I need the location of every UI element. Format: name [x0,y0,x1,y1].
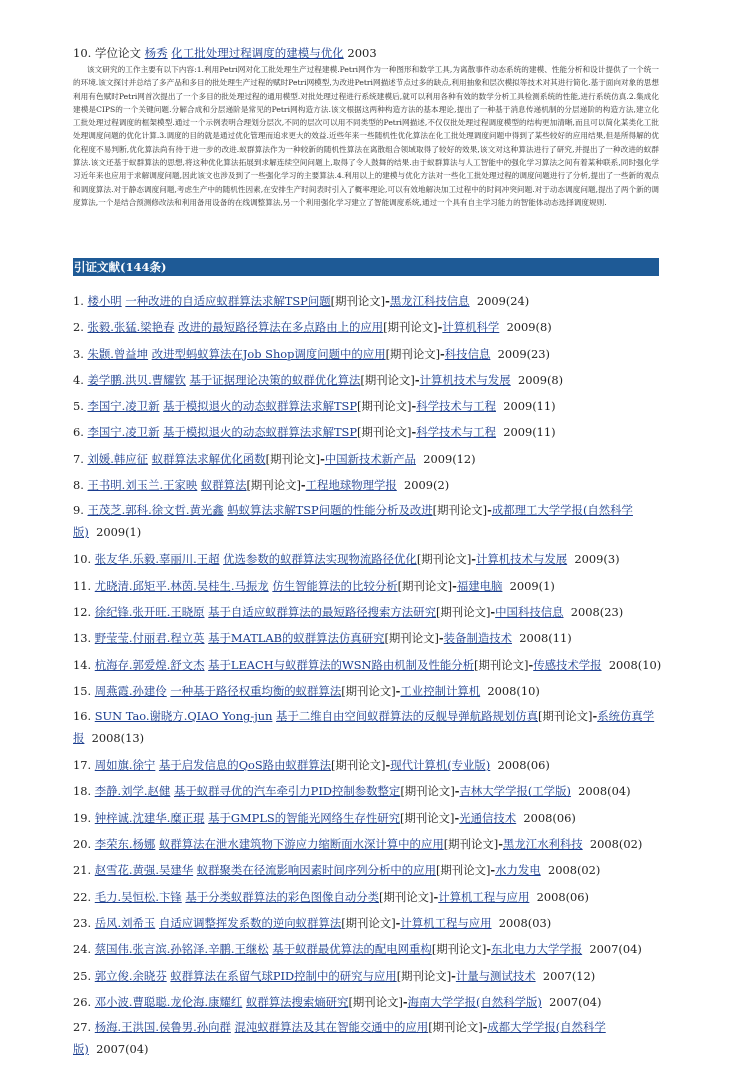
citation-authors-link[interactable]: 蔡国伟.张言滨.孙铭泽.辛鹏.王继松 [94,942,269,957]
citation-year: 2007(04) [549,994,602,1009]
citation-year: 2008(06) [536,889,589,904]
citation-year: 2008(10) [608,657,662,672]
citation-dash: - [433,889,439,904]
citation-year: 2007(04) [589,942,642,957]
citation-authors-link[interactable]: 张友华.乐毅.辜丽川.王超 [94,552,220,567]
citation-dash: - [486,942,491,957]
citation-journal-link[interactable]: 吉林大学学报(工学版) [459,784,571,799]
citation-dash: - [592,709,598,724]
citation-item [73,472,659,498]
citation-year: 2009(23) [497,346,550,361]
citation-item [73,498,659,546]
citation-number: 6. [73,425,84,440]
citation-journal-link[interactable]: 系统仿真学报 [73,709,655,745]
citation-journal-link[interactable]: 装备制造技术 [443,631,513,646]
citation-number: 27. [73,1020,92,1035]
citation-item [73,599,659,625]
citation-journal-link[interactable]: 水力发电 [495,863,541,878]
citation-type: [期刊论文] [435,863,491,878]
citation-authors-link[interactable]: 杨海.王洪国.侯鲁男.孙向群 [94,1020,231,1035]
citation-item [73,446,659,472]
citation-number: 23. [73,915,92,930]
citation-number: 22. [73,889,92,904]
citation-dash: - [451,968,456,983]
citation-number: 14. [73,657,92,672]
citation-dash: - [528,657,534,672]
citation-type: [期刊论文] [348,994,403,1009]
citation-number: 2. [73,320,84,335]
citation-item [73,936,659,962]
citation-title-link[interactable]: 基于启发信息的QoS路由蚁群算法 [158,758,332,773]
citation-dash: - [320,451,325,466]
citation-dash: - [402,994,408,1009]
citation-authors-link[interactable]: 姜学鹏.洪贝.曹耀钦 [87,372,186,387]
citation-number: 3. [73,346,84,361]
citation-authors-link[interactable]: 李国宁.凌卫新 [87,399,160,414]
citation-number: 18. [73,784,92,799]
citation-title-link[interactable]: 一种改进的自适应蚁群算法求解TSP问题 [125,294,331,308]
citation-type: [期刊论文] [360,372,415,387]
citation-number: 11. [73,578,92,593]
citation-title-link[interactable]: 蚁群算法搜索熵研究 [245,994,349,1009]
citation-type: [期刊论文] [428,1020,483,1035]
citation-number: 7. [73,451,84,466]
citation-type: [期刊论文] [400,810,455,825]
citation-dash: - [471,552,476,567]
citation-authors-link[interactable]: 张毅.张猛.梁艳春 [87,320,175,335]
citation-item [73,778,659,804]
citation-title-link[interactable]: 基于模拟退火的动态蚁群算法求解TSP [163,399,358,414]
citation-dash: - [414,372,420,387]
citation-item [73,857,659,883]
citation-number: 17. [73,758,92,773]
citation-journal-link[interactable]: 中国科技信息 [495,604,564,619]
citation-item [73,678,659,704]
citation-item [73,314,659,340]
citation-journal-link[interactable]: 现代计算机(专业版) [390,758,491,773]
citation-title-link[interactable]: 基于MATLAB的蚁群算法仿真研究 [208,631,385,646]
citation-dash: - [411,399,417,414]
citation-year: 2008(10) [487,683,540,698]
citation-type: [期刊论文] [383,320,438,335]
citation-year: 2009(8) [517,372,564,387]
citation-authors-link[interactable]: 杭海存.郭爱煌.舒文杰 [94,657,205,672]
citation-title-link[interactable]: 基于蚁群寻优的汽车牵引力PID控制参数整定 [173,784,401,799]
citation-item [73,1015,659,1063]
citation-authors-link[interactable]: 岳风.刘希玉 [94,915,156,930]
citation-dash: - [440,346,445,361]
citation-dash: - [411,425,417,440]
citation-year: 2008(23) [570,604,624,619]
citation-journal-link[interactable]: 福建电脑 [456,578,503,593]
citation-number: 16. [73,709,92,724]
citation-number: 15. [73,683,92,698]
citation-type: [期刊论文] [385,346,441,361]
citation-type: [期刊论文] [474,657,529,672]
citation-number: 25. [73,968,92,983]
citation-type: [期刊论文] [357,425,412,440]
citation-dash: - [395,915,401,930]
citation-number: 12. [73,604,92,619]
citation-year: 2008(11) [519,631,572,646]
citation-title-link[interactable]: 改进型蚂蚁算法在Job Shop调度问题中的应用 [151,346,386,361]
citation-title-link[interactable]: 蚂蚁算法求解TSP问题的性能分析及改进 [227,503,433,518]
citation-journal-link[interactable]: 计算机工程与应用 [400,915,492,930]
citation-year: 2008(06) [497,758,550,773]
citation-dash: - [300,478,306,493]
citation-year: 2008(04) [578,784,631,799]
citation-year: 2009(3) [574,552,620,567]
citation-dash: - [452,578,457,593]
citation-journal-link[interactable]: 中国新技术新产品 [324,451,416,466]
citation-journal-link[interactable]: 海南大学学报(自然科学版) [407,994,542,1009]
citation-dash: - [395,683,401,698]
citation-number: 21. [73,863,92,878]
citation-authors-link[interactable]: 赵雪花.黄强.吴建华 [94,863,194,878]
citation-title-link[interactable]: 仿生智能算法的比较分析 [272,578,398,593]
citation-authors-link[interactable]: 尤晓清.邱矩平.林茵.吴桂生.马振龙 [94,578,269,593]
citation-title-link[interactable]: 基于GMPLS的智能光网络生存性研究 [208,810,401,825]
citation-journal-link[interactable]: 黑龙江水利科技 [502,837,583,852]
citation-number: 8. [73,478,84,493]
citation-item [73,341,659,367]
citation-type: [期刊论文] [416,552,472,567]
citation-type: [期刊论文] [443,837,499,852]
citation-title-link[interactable]: 基于分类蚁群算法的彩色图像自动分类 [185,889,380,904]
citation-dash: - [482,1020,488,1035]
citation-title-link[interactable]: 基于蚁群最优算法的配电网重构 [272,942,432,957]
citation-type: [期刊论文] [331,758,386,773]
citation-authors-link[interactable]: 王茂芝.郭科.徐文哲.黄光鑫 [87,503,224,518]
citation-year: 2009(1) [96,524,142,539]
citation-type: [期刊论文] [432,503,488,518]
citation-year: 2008(02) [589,837,643,852]
citation-title-link[interactable]: 蚁群算法求解优化函数 [151,451,266,466]
citation-authors-link[interactable]: 李荣东.杨娜 [94,837,156,852]
citation-dash: - [454,784,460,799]
citation-dash: - [498,837,503,852]
citation-authors-link[interactable]: 邓小波.曹聪聪.龙伦海.康耀红 [94,994,243,1009]
citation-journal-link[interactable]: 光通信技术 [459,810,517,825]
citation-journal-link[interactable]: 科技信息 [444,346,491,361]
citation-authors-link[interactable]: 周燕霞.孙建伶 [94,683,167,698]
citation-number: 19. [73,810,92,825]
citation-number: 9. [73,503,84,518]
citation-type: [期刊论文] [397,578,453,593]
citation-authors-link[interactable]: 徐纪锋.张开旺.王晓原 [94,604,205,619]
citation-number: 1. [73,294,84,308]
citation-authors-link[interactable]: 李静.刘学.赵健 [94,784,171,799]
citation-item [73,652,662,678]
citation-title-link[interactable]: 蚁群算法在系留气球PID控制中的研究与应用 [170,968,397,983]
citation-item [73,393,659,419]
citation-item [73,419,659,445]
citation-type: [期刊论文] [435,604,491,619]
citation-item [73,805,659,831]
citation-title-link[interactable]: 蚁群算法在泄水建筑物下游应力缩断面水深计算中的应用 [158,837,444,852]
citation-year: 2009(11) [503,425,556,440]
citation-number: 10. [73,552,92,567]
citation-item [73,989,659,1015]
citations-section-title: 引证文献(144条) [74,260,167,274]
citation-type: [期刊论文] [379,889,434,904]
citation-authors-link[interactable]: 王书明.刘玉兰.王家映 [87,478,198,493]
citation-authors-link[interactable]: 野莹莹.付丽君.程立英 [94,631,205,646]
citation-authors-link[interactable]: 李国宁.凌卫新 [87,425,160,440]
citation-item [73,367,659,393]
citation-authors-link[interactable]: 朱颢.曾益坤 [87,346,149,361]
citation-number: 26. [73,994,92,1009]
citation-title-link[interactable]: 基于模拟退火的动态蚁群算法求解TSP [163,425,358,440]
citation-title-link[interactable]: 蚁群算法 [200,478,247,493]
citations-section-header [73,258,659,276]
citation-year: 2009(1) [509,578,555,593]
thesis-abstract: 该文研究的工作主要有以下内容:1.利用Petri网对化工批处理生产过程建模.Petri网作为一种图形和数学工具,为离散事件动态系统的建模、性能分析和设计提供了一个统一的环境.该文探讨并总结了多产品和多目的批处理生产过程的赋时Petri网模型,为改进Petri网描述节点过多的缺点,利用抽象和层次模拟等技术对其进行简化.基于面向对象的思想利用有色赋时Petri网首次提出了一个多目的批处理过程的通用模型.对批处理过程进行系统建模后,就可以利用各种有效的数学分析工具检测系统的性能,进行系统仿真.2.集成化建模是CIPS的一个关键问题.分解合成和分层递阶是常见的Petri网构造方法.该文根据这两种构造方法的基本理论,提出了一种基于消息传递机制的分层递阶的构造方法,建立化工批处理过程调度的框架模型.通过一个示例表明合理划分层次,不同的层次可以用不同类型的Petri网描述,不仅仅批处理过程调度模型的结构更加清晰,而且可以简化某类化工批处理调度问题的优化计算.3.调度的目的就是通过优化管理而追求更大的效益.近些年来一些随机性优化算法在化工批处理调度问题中得到了某些较好的应用结果,但是所得解的优化程度不易判断,优化算法尚有待于进一步的改进.蚁群算法作为一种较新的随机性算法在离散组合领域取得了较好的效果,该文对这种算法进行了研究,并提出了一种改进的蚁群算法.该文还基于蚁群算法的思想,将这种优化算法拓展到求解连续空间问题上,取得了令人鼓舞的结果.由于蚁群算法与人工智能中的强化学习算法之间有着某种联系,同时强化学习近年来也应用于求解调度问题,因此该文也涉及到了一些强化学习的主要算法.4.利用以上的建模与优化方法对一些化工批处理过程的调度问题进行了分析,提出了一些新的观点和调度算法.对于静态调度问题,考虑生产中的随机性因素,在安排生产时间表时引入了概率理论,可以有效地解决加工过程中的时间冲突问题.对于动态调度问题,提出了两个新的调度算法,一个是结合预测修改法和利用备用设备的在线调整算法,另一个利用强化学习建立了智能调度系统,通过一个具有自主学习能力的智能体动态选择调度规则. [73,65,659,207]
citation-type: [期刊论文] [396,968,452,983]
citation-year: 2009(2) [404,478,450,493]
citation-type: [期刊论文] [357,399,412,414]
citation-dash: - [454,810,460,825]
citation-year: 2007(04) [96,1041,149,1056]
citation-type: [期刊论文] [384,631,439,646]
citation-number: 4. [73,372,84,387]
citation-title-link[interactable]: 自适应调整挥发系数的逆向蚁群算法 [158,915,342,930]
citation-journal-link[interactable]: 计算机工程与应用 [438,889,530,904]
citation-title-link[interactable]: 基于自适应蚁群算法的最短路径搜索方法研究 [208,604,436,619]
citation-number: 13. [73,631,92,646]
thesis-entry [73,45,663,61]
citation-type: [期刊论文] [341,915,396,930]
citation-title-link[interactable]: 一种基于路径权重均衡的蚁群算法 [170,683,342,698]
citation-title-link[interactable]: 蚁群聚类在径流影响因素时间序列分析中的应用 [196,863,436,878]
citation-dash: - [487,503,492,518]
citation-type: [期刊论文] [538,709,593,724]
citation-item [73,625,659,651]
citation-type: [期刊论文] [330,294,386,308]
citation-item [73,963,659,989]
citation-journal-link[interactable]: 计算机技术与发展 [476,552,568,567]
citation-year: 2008(03) [498,915,552,930]
citation-type: [期刊论文] [265,451,321,466]
citation-year: 2009(12) [423,451,476,466]
citation-dash: - [437,320,443,335]
citation-year: 2008(13) [91,730,145,745]
citation-item [73,831,659,857]
citation-dash: - [490,604,496,619]
thesis-author-link[interactable]: 杨秀 [144,46,168,60]
citation-dash: - [385,758,391,773]
citation-year: 2009(24) [476,294,530,308]
citation-title-link[interactable]: 混沌蚁群算法及其在智能交通中的应用 [234,1020,429,1035]
citation-item [73,752,659,778]
citation-journal-link[interactable]: 科学技术与工程 [416,399,496,414]
citation-journal-link[interactable]: 工程地球物理学报 [305,478,397,493]
citation-item [73,546,659,572]
citation-number: 20. [73,837,92,852]
citation-item [73,704,659,752]
citation-authors-link[interactable]: 周如旗.徐宁 [94,758,156,773]
citation-title-link[interactable]: 优选参数的蚁群算法实现物流路径优化 [223,552,417,567]
citation-type: [期刊论文] [400,784,455,799]
thesis-year: 2003 [347,46,377,60]
citation-item [73,884,659,910]
citation-journal-link[interactable]: 黑龙江科技信息 [389,294,470,308]
citation-authors-link[interactable]: 毛力.吴恒松.卞锋 [94,889,182,904]
citation-authors-link[interactable]: 钟梓诚.沈建华.糜正琨 [94,810,205,825]
citation-year: 2009(8) [506,320,552,335]
citation-journal-link[interactable]: 计算机科学 [442,320,500,335]
citation-journal-link[interactable]: 成都大学学报(自然科学版) [73,1020,606,1056]
citation-year: 2007(12) [542,968,596,983]
entry-number: 10. 学位论文 [73,46,141,60]
citation-authors-link[interactable]: 楼小明 [87,294,122,308]
citation-authors-link[interactable]: 刘媛.韩应征 [87,451,149,466]
citation-item [73,288,659,314]
citation-journal-link[interactable]: 科学技术与工程 [416,425,496,440]
citation-number: 5. [73,399,84,414]
citation-type: [期刊论文] [246,478,301,493]
citation-dash: - [490,863,496,878]
citation-item [73,910,659,936]
citation-year: 2008(02) [547,863,601,878]
citation-type: [期刊论文] [341,683,396,698]
citation-type: [期刊论文] [431,942,487,957]
citation-authors-link[interactable]: SUN Tao.谢晓方.QIAO Yong-jun [94,709,273,724]
thesis-title-link[interactable]: 化工批处理过程调度的建模与优化 [171,46,344,60]
citation-journal-link[interactable]: 计量与测试技术 [455,968,536,983]
citation-dash: - [438,631,444,646]
citation-journal-link[interactable]: 计算机技术与发展 [419,372,511,387]
citation-journal-link[interactable]: 工业控制计算机 [400,683,481,698]
citation-dash: - [385,294,390,308]
citation-item [73,573,659,599]
citation-journal-link[interactable]: 成都理工大学学报(自然科学版) [73,503,633,539]
citation-year: 2009(11) [503,399,556,414]
citation-list [73,288,662,1063]
citation-title-link[interactable]: 基于LEACH与蚁群算法的WSN路由机制及性能分析 [208,657,475,672]
citation-title-link[interactable]: 基于二维自由空间蚁群算法的反舰导弹航路规划仿真 [276,709,539,724]
citation-journal-link[interactable]: 东北电力大学学报 [491,942,583,957]
citation-title-link[interactable]: 基于证据理论决策的蚁群优化算法 [189,372,361,387]
citation-title-link[interactable]: 改进的最短路径算法在多点路由上的应用 [178,320,384,335]
citation-number: 24. [73,942,92,957]
citation-year: 2008(06) [523,810,576,825]
citation-journal-link[interactable]: 传感技术学报 [533,657,602,672]
citation-authors-link[interactable]: 郭立俊.余晓芬 [94,968,167,983]
